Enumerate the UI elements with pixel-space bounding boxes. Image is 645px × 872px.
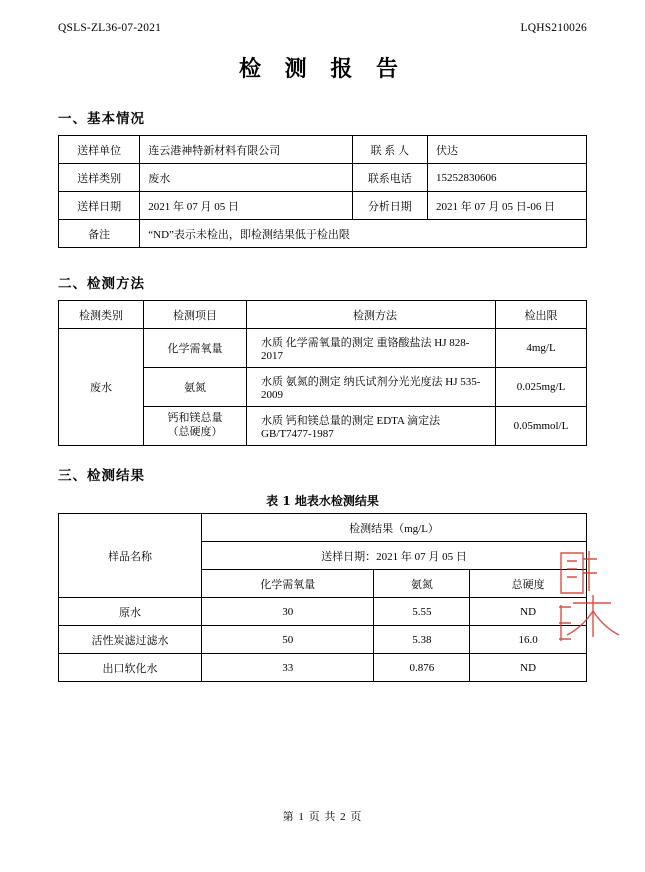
table-header-row <box>59 301 587 329</box>
result-cod-raw-water: 30 <box>202 598 374 626</box>
result-name-softened: 出口软化水 <box>59 654 202 682</box>
basic-label-unit: 送样单位 <box>59 136 140 164</box>
result-nh3-raw-water: 5.55 <box>374 598 470 626</box>
table-row <box>59 598 587 626</box>
result-header-results: 检测结果（mg/L） <box>202 514 587 542</box>
basic-value-category: 废水 <box>140 164 352 192</box>
result-hardness-carbon-filtered: 16.0 <box>470 626 587 654</box>
method-col-limit: 检出限 <box>496 301 587 329</box>
table-row <box>59 329 587 368</box>
table-header-row <box>59 514 587 542</box>
section-heading-basic: 一、基本情况 <box>58 111 145 127</box>
basic-value-contact: 伏达 <box>427 136 586 164</box>
report-number: LQHS210026 <box>520 22 587 34</box>
table-row <box>59 654 587 682</box>
basic-value-analysis-date: 2021 年 07 月 05 日-06 日 <box>427 192 586 220</box>
method-text-cod: 水质 化学需氧量的测定 重铬酸盐法 HJ 828-2017 <box>247 329 496 368</box>
table-row <box>59 136 587 164</box>
result-table <box>58 513 587 682</box>
method-item-hardness-line1: 钙和镁总量 <box>167 412 223 425</box>
page-footer: 第 1 页 共 2 页 <box>282 811 363 823</box>
basic-label-note: 备注 <box>59 220 140 248</box>
document-code: QSLS-ZL36-07-2021 <box>58 22 162 34</box>
section-heading-result: 三、检测结果 <box>58 468 145 484</box>
method-limit-hardness: 0.05mmol/L <box>496 407 587 446</box>
method-col-item: 检测项目 <box>144 301 247 329</box>
section-heading-method: 二、检测方法 <box>58 276 145 292</box>
table-row <box>59 626 587 654</box>
result-col-nh3: 氨氮 <box>374 570 470 598</box>
result-col-sample-name: 样品名称 <box>59 514 202 598</box>
result-hardness-raw-water: ND <box>470 598 587 626</box>
method-item-hardness <box>144 407 247 446</box>
table-row <box>59 220 587 248</box>
method-limit-nh3: 0.025mg/L <box>496 368 587 407</box>
basic-label-sample-date: 送样日期 <box>59 192 140 220</box>
result-col-hardness: 总硬度 <box>470 570 587 598</box>
basic-label-phone: 联系电话 <box>352 164 427 192</box>
method-type-wastewater: 废水 <box>59 329 144 446</box>
page-title: 检 测 报 告 <box>239 56 406 82</box>
method-item-hardness-line2: （总硬度） <box>167 426 223 438</box>
result-col-cod: 化学需氧量 <box>202 570 374 598</box>
table-row <box>59 164 587 192</box>
method-table <box>58 300 587 446</box>
basic-label-category: 送样类别 <box>59 164 140 192</box>
table-row <box>59 192 587 220</box>
result-nh3-softened: 0.876 <box>374 654 470 682</box>
result-cod-softened: 33 <box>202 654 374 682</box>
method-text-hardness: 水质 钙和镁总量的测定 EDTA 滴定法 GB/T7477-1987 <box>247 407 496 446</box>
result-name-carbon-filtered: 活性炭滤过滤水 <box>59 626 202 654</box>
method-col-type: 检测类别 <box>59 301 144 329</box>
basic-value-unit: 连云港神特新材料有限公司 <box>140 136 352 164</box>
method-col-method: 检测方法 <box>247 301 496 329</box>
basic-info-table <box>58 135 587 248</box>
basic-value-phone: 15252830606 <box>427 164 586 192</box>
basic-label-contact: 联 系 人 <box>352 136 427 164</box>
method-item-nh3: 氨氮 <box>144 368 247 407</box>
result-name-raw-water: 原水 <box>59 598 202 626</box>
result-cod-carbon-filtered: 50 <box>202 626 374 654</box>
basic-value-sample-date: 2021 年 07 月 05 日 <box>140 192 352 220</box>
method-limit-cod: 4mg/L <box>496 329 587 368</box>
method-text-nh3: 水质 氨氮的测定 纳氏试剂分光光度法 HJ 535-2009 <box>247 368 496 407</box>
page-header <box>58 22 587 34</box>
basic-label-analysis-date: 分析日期 <box>352 192 427 220</box>
result-table-caption: 表 1 地表水检测结果 <box>266 494 379 508</box>
result-nh3-carbon-filtered: 5.38 <box>374 626 470 654</box>
method-item-cod: 化学需氧量 <box>144 329 247 368</box>
result-header-date: 送样日期：2021 年 07 月 05 日 <box>202 542 587 570</box>
result-hardness-softened: ND <box>470 654 587 682</box>
basic-value-note: “ND”表示未检出，即检测结果低于检出限 <box>140 220 587 248</box>
